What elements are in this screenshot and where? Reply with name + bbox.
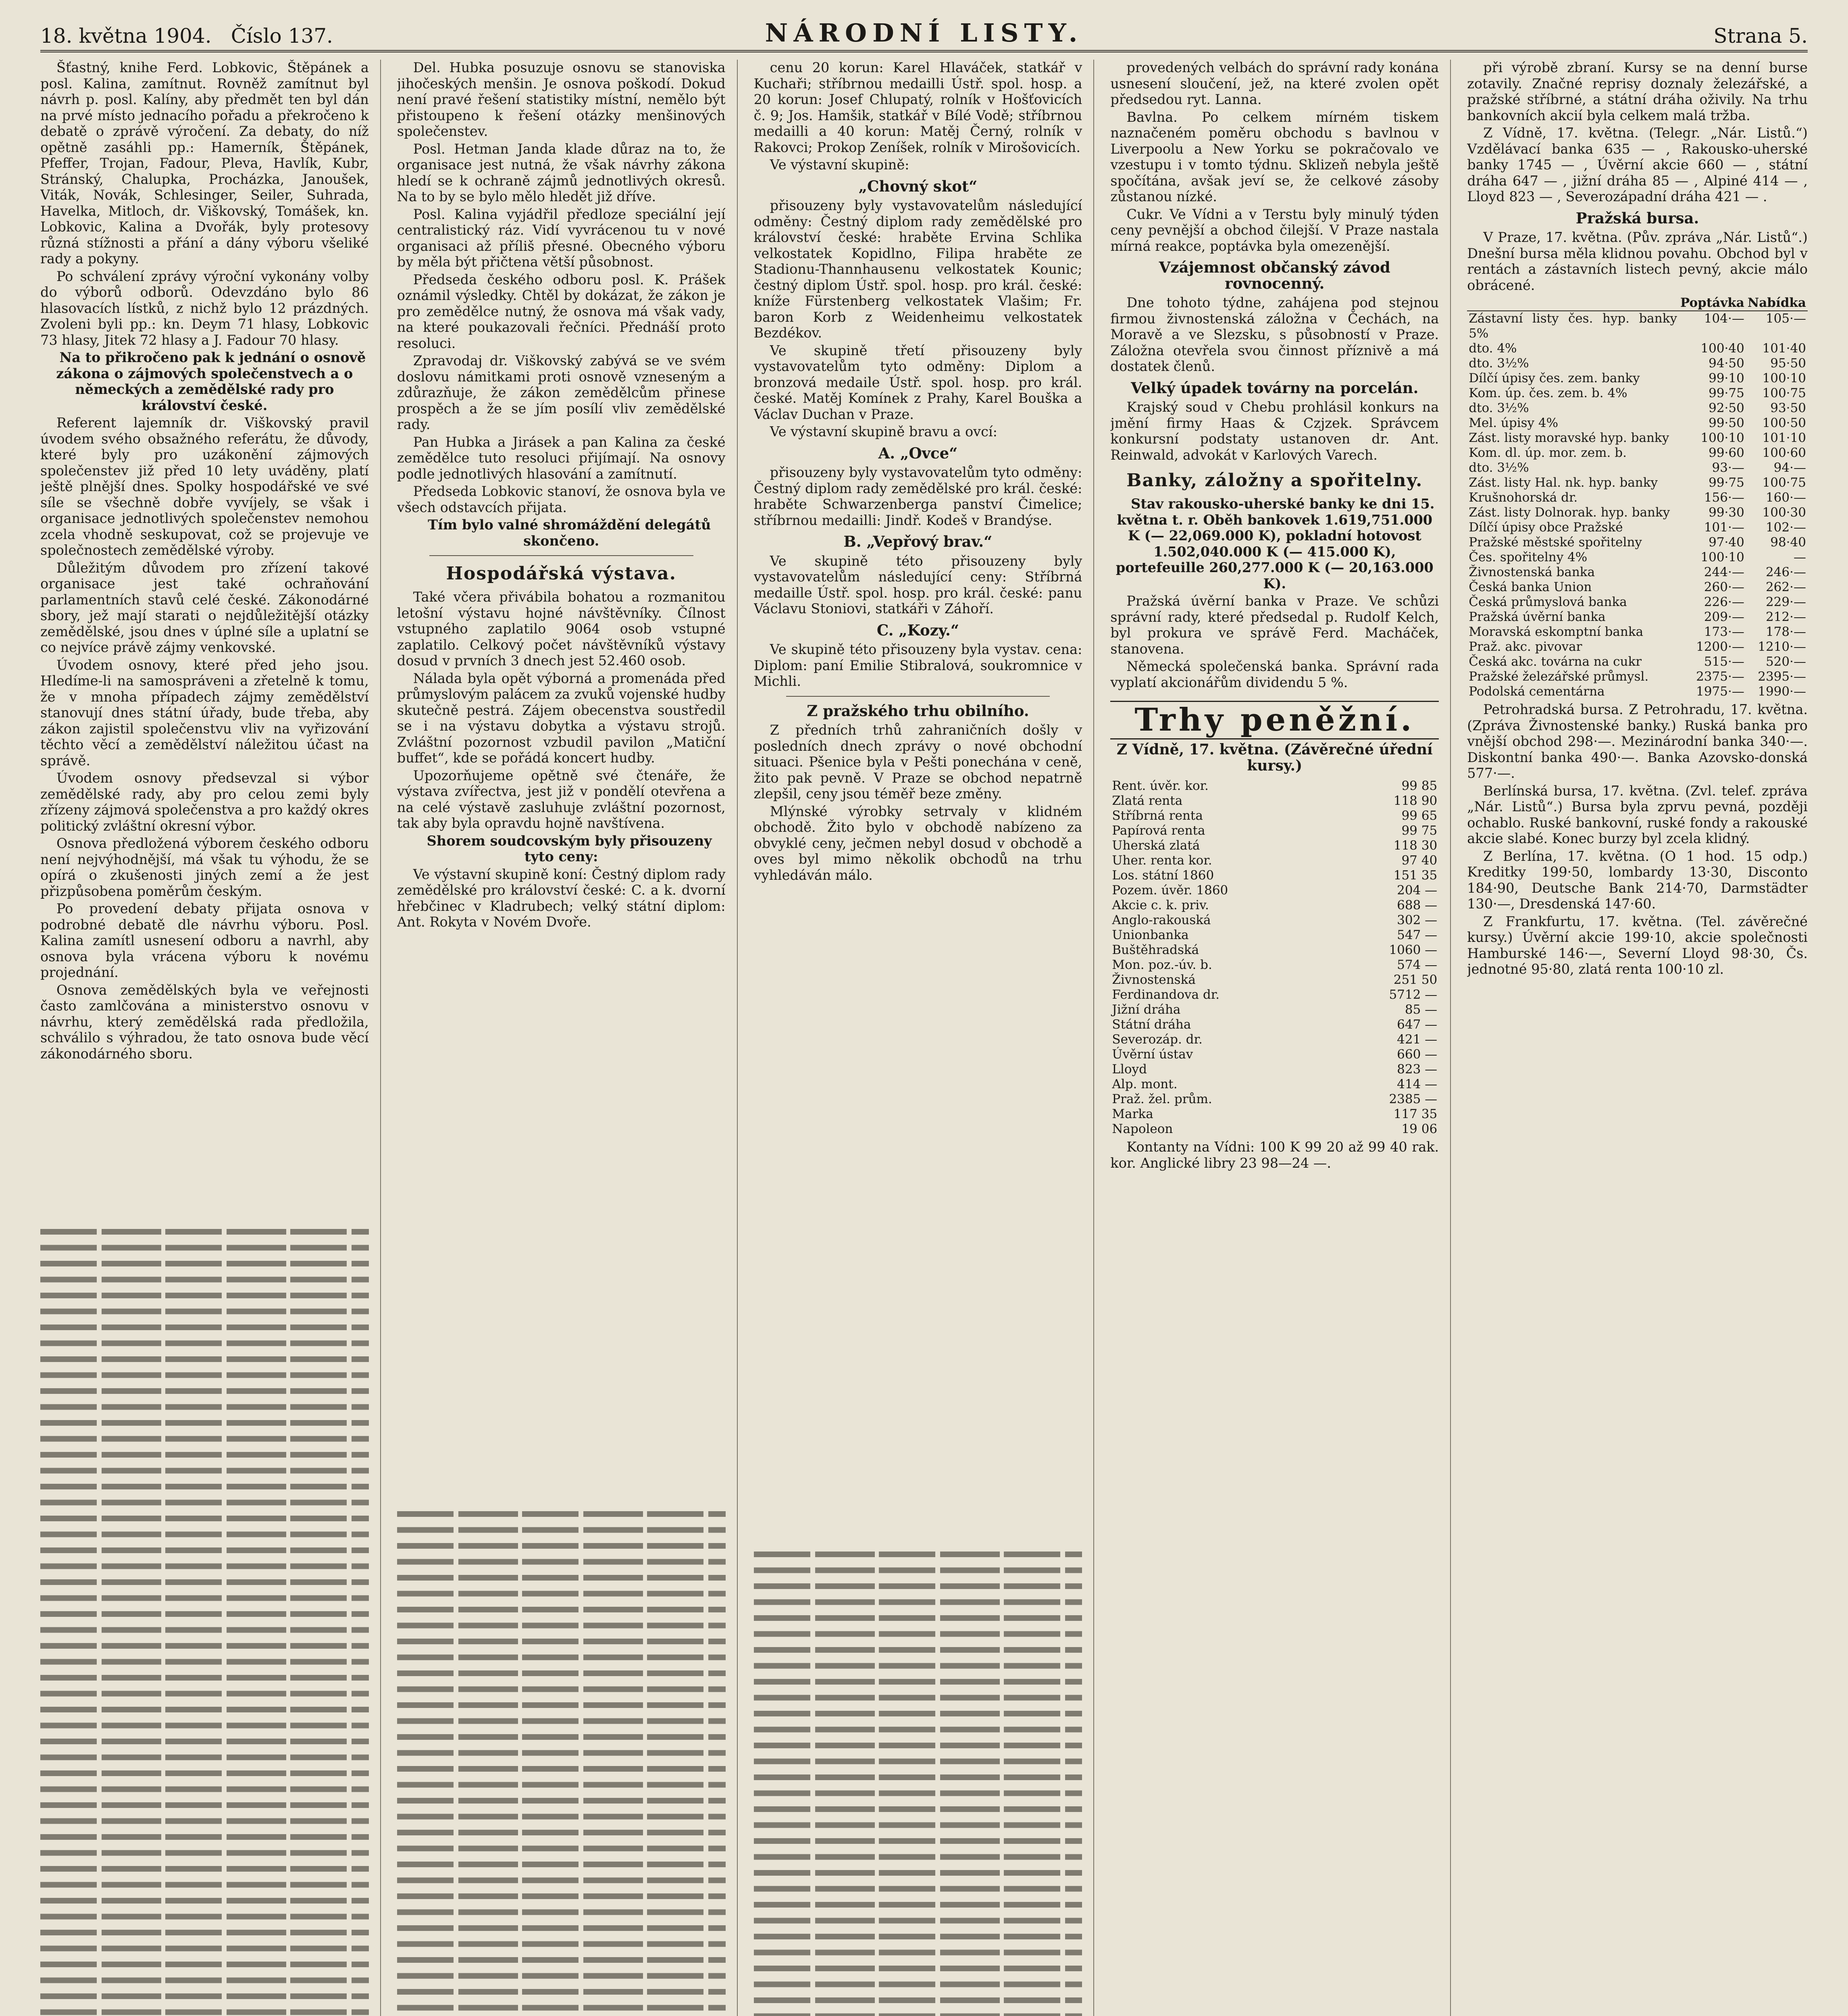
- paragraph: Osnova předložená výborem českého odboru není nejvýhodnější, má však tu výhodu, že se opírá o zkušenosti jiných zemí a že jest přizpůsobena poměrům českým.: [40, 835, 369, 899]
- table-row: [1110, 793, 1439, 808]
- column-1: [40, 60, 381, 2016]
- table-row: [1467, 550, 1808, 565]
- rate-value: 99 65: [1401, 808, 1438, 823]
- masthead: [40, 16, 1808, 52]
- security-name: Stříbrná renta: [1112, 808, 1203, 823]
- security-name: Moravská eskomptní banka: [1469, 625, 1644, 639]
- rate-value: 151 35: [1393, 868, 1438, 883]
- bid-value: 92·50: [1709, 401, 1744, 415]
- subsection-heading: Z pražského trhu obilního.: [807, 702, 1029, 720]
- paragraph: Předseda českého odboru posl. K. Prášek oznámil výsledky. Chtěl by dokázat, že zákon je pro zemědělce nutný, že osnova má však vady, na které poukazovali řečníci. Přednáší proto resoluci.: [397, 271, 726, 351]
- table-row: [1110, 1032, 1439, 1047]
- table-header: Poptávka: [1679, 296, 1746, 311]
- ask-value: 160·—: [1765, 490, 1806, 505]
- table-row: [1110, 1077, 1439, 1092]
- table-row: [1110, 1002, 1439, 1017]
- paragraph: Cukr. Ve Vídni a v Terstu byly minulý týden ceny pevnější a obchod čilejší. V Praze nastala mírná reakce, poptávka byla omezenější.: [1110, 206, 1439, 254]
- paragraph: Berlínská bursa, 17. května. (Zvl. telef. zpráva „Nár. Listů“.) Bursa byla zprvu pevná, později ochablo. Ruské bankovní, ruské fondy a rakouské akcie slabé. Konec burzy byl zcela klidný.: [1467, 783, 1808, 846]
- rate-value: 5712 —: [1389, 987, 1438, 1002]
- bid-value: 209·—: [1704, 610, 1744, 624]
- security-name: Zást. listy Dolnorak. hyp. banky: [1469, 505, 1670, 520]
- bid-value: 244·—: [1704, 565, 1744, 579]
- paragraph: Z Frankfurtu, 17. května. (Tel. závěrečné kursy.) Úvěrní akcie 199·10, akcie společnosti Hamburské 146·—, Severní Lloyd 98·30, Čs. jednotné 95·80, zlatá renta 100·10 zl.: [1467, 913, 1808, 977]
- paragraph: V Praze, 17. května. (Pův. zpráva „Nár. Listů“.) Dnešní bursa měla klidnou povahu. Obchod byl v rentách a zástavních listech pevný, akcie málo obrácené.: [1467, 229, 1808, 293]
- paragraph: Nálada byla opět výborná a promenáda před průmyslovým palácem za zvuků vojenské hudby skutečně pestrá. Zájem obecenstva soustředil se i na výstavu dobytka a výstavu strojů. Zvláštní pozornost vzbudil pavilon „Matiční buffet“, kde se pořádá koncert hudby.: [397, 670, 726, 766]
- security-name: Česká průmyslová banka: [1469, 595, 1627, 609]
- bid-value: 99·50: [1709, 416, 1744, 430]
- security-name: Dílčí úpisy čes. zem. banky: [1469, 371, 1640, 385]
- bid-value: 260·—: [1704, 580, 1744, 594]
- continued-text: [397, 1511, 726, 2016]
- continued-text: [754, 1552, 1082, 2016]
- security-name: Uherská zlatá: [1112, 838, 1200, 853]
- security-name: Zlatá renta: [1112, 793, 1183, 808]
- paragraph: Kontanty na Vídni: 100 K 99 20 až 99 40 rak. kor. Anglické libry 23 98—24 —.: [1110, 1139, 1439, 1171]
- paragraph: Petrohradská bursa. Z Petrohradu, 17. května. (Zpráva Živnostenské banky.) Ruská banka pro vnější obchod 298·—. Mezinárodní banka 340·—. Diskontní banka 490·—. Banka Azovsko-donská 577·—.: [1467, 702, 1808, 781]
- rate-value: 99 75: [1401, 823, 1438, 838]
- table-row: [1467, 595, 1808, 610]
- table-row: [1467, 341, 1808, 356]
- rate-value: 574 —: [1397, 958, 1438, 972]
- security-name: Státní dráha: [1112, 1017, 1191, 1032]
- issue-date: 18. května 1904.: [40, 24, 212, 48]
- prague-bourse-table: [1467, 296, 1808, 699]
- security-name: Pozem. úvěr. 1860: [1112, 883, 1228, 898]
- bid-value: 2375·—: [1696, 669, 1744, 684]
- table-row: [1467, 610, 1808, 625]
- security-name: Papírová renta: [1112, 823, 1205, 838]
- paragraph: Del. Hubka posuzuje osnovu se stanoviska jihočeských menšin. Je osnova poškodí. Dokud není pravé řešení statistiky místní, nemělo být přistoupeno k řešení otázky menšinových společenstev.: [397, 60, 726, 139]
- ask-value: 229·—: [1765, 595, 1806, 609]
- paragraph: Upozorňujeme opětně své čtenáře, že výstava zvířectva, jest již v pondělí otevřena a na celé výstavě zasluhuje zvláštní pozornost, tak aby byla opravdu hojně navštívena.: [397, 767, 726, 831]
- security-name: dto. 4%: [1469, 341, 1517, 356]
- paragraph: přisouzeny byly vystavovatelům tyto odměny: Čestný diplom rady zemědělské pro král. české: hraběte Schwarzenberga panství Čimelice; stříbrnou medailli: Jindř. Kodeš v Brandýse.: [753, 464, 1082, 528]
- bid-value: 1975·—: [1696, 684, 1744, 699]
- paragraph: provedených velbách do správní rady konána usnesení sloučení, jež, na které zvolen opět předsedou ryt. Lanna.: [1110, 60, 1439, 107]
- security-name: Česká banka Union: [1469, 580, 1592, 594]
- security-name: Podolská cementárna: [1469, 684, 1605, 699]
- table-row: [1467, 535, 1808, 550]
- bid-value: 97·40: [1709, 535, 1744, 550]
- table-row: [1467, 580, 1808, 595]
- table-row: [1467, 431, 1808, 446]
- bid-value: 93·—: [1712, 460, 1744, 475]
- security-name: Akcie c. k. priv.: [1112, 898, 1209, 912]
- ask-value: 262·—: [1765, 580, 1806, 594]
- table-row: [1110, 1047, 1439, 1062]
- table-row: [1467, 625, 1808, 639]
- rate-value: 85 —: [1405, 1002, 1438, 1017]
- ask-value: 2395·—: [1758, 669, 1806, 684]
- paragraph: Šťastný, knihe Ferd. Lobkovic, Štěpánek a posl. Kalina, zamítnut. Rovněž zamítnut byl návrh p. posl. Kalíny, aby předmět ten byl dán na prvé místo jednacího pořadu a překročeno k debatě o zprávě výročení. Za debaty, do níž opětně zasáhli pp.: Hamerník, Štěpánek, Pfeffer, Trojan, Fadour, Pleva, Havlík, Kubr, Stránský, Chalupka, Procházka, Janoušek, Viták, Novák, Schlesinger, Seiler, Suhrada, Havelka, Mitloch, dr. Viškovský, Tomášek, kn. Lobkovic, Kalina a Dvořák, byly protesovy různá stížnosti a přání a dány výboru všeliké rady a pokyny.: [40, 60, 369, 267]
- security-name: Česká akc. továrna na cukr: [1469, 654, 1642, 669]
- ask-value: 100·75: [1762, 475, 1806, 490]
- table-row: [1467, 311, 1808, 341]
- table-row: [1110, 943, 1439, 958]
- table-row: [1110, 823, 1439, 838]
- security-name: Rent. úvěr. kor.: [1112, 779, 1209, 793]
- security-name: Anglo-rakouská: [1112, 913, 1211, 927]
- issue-number: Číslo 137.: [231, 24, 333, 48]
- subsection-heading: „Chovný skot“: [858, 177, 978, 195]
- paragraph: Pan Hubka a Jirásek a pan Kalina za české zemědělce tuto resoluci přijímají. Na osnovy podle jednotlivých hlasování a zamítnutí.: [397, 434, 726, 482]
- paragraph: Úvodem osnovy předsevzal si výbor zemědělské rady, aby pro celou zemi byly zřízeny zájmová společenstva a pro každý okres politický zvláštní okresní výbor.: [40, 770, 369, 834]
- page-number: Strana 5.: [1713, 24, 1808, 48]
- table-row: [1110, 928, 1439, 943]
- divider: [429, 555, 693, 556]
- subsection-heading: B. „Vepřový brav.“: [843, 533, 993, 550]
- table-row: [1110, 1122, 1439, 1137]
- security-name: Pražská úvěrní banka: [1469, 610, 1606, 624]
- table-row: [1467, 639, 1808, 654]
- security-name: Zást. listy moravské hyp. banky: [1469, 431, 1669, 445]
- ask-value: 100·10: [1762, 371, 1806, 385]
- security-name: Čes. spořitelny 4%: [1469, 550, 1588, 564]
- table-row: [1467, 520, 1808, 535]
- subsection-heading: C. „Kozy.“: [876, 621, 959, 639]
- column-2: [397, 60, 738, 2016]
- security-name: Mon. poz.-úv. b.: [1112, 958, 1212, 972]
- bid-value: 99·75: [1709, 475, 1744, 490]
- rate-value: 2385 —: [1389, 1092, 1438, 1106]
- paragraph: Osnova zemědělských byla ve veřejnosti často zamlčována a ministerstvo osnovu v návrhu, který zemědělská rada předložila, schválilo s výhradou, že tato osnova bude věcí zákonodárného sboru.: [40, 982, 369, 1062]
- security-name: Úvěrní ústav: [1112, 1047, 1193, 1062]
- ask-value: 95·50: [1770, 356, 1806, 371]
- paragraph: Úvodem osnovy, které před jeho jsou. Hledíme-li na samospráveni a zřetelně k tomu, že v mnoha případech zájmy zemědělství stanovují dnes státní úřady, bude třeba, aby zákon zajistil společenstvu vliv na vyřizování těchto věcí a zemědělství náležitou účast na správě.: [40, 657, 369, 768]
- security-name: Napoleon: [1112, 1122, 1173, 1136]
- column-5: [1467, 60, 1808, 2016]
- paragraph: Stav rakousko-uherské banky ke dni 15. května t. r. Oběh bankovek 1.619,751.000 K (— 22,069.000 K), pokladní hotovost 1.502,040.000 K (— 415.000 K), portefeuille 260,277.000 K (— 20,163.000 K).: [1115, 496, 1435, 591]
- table-row: [1467, 446, 1808, 460]
- table-row: [1467, 460, 1808, 475]
- table-header: Nabídka: [1746, 296, 1808, 311]
- ask-value: 520·—: [1765, 654, 1806, 669]
- table-row: [1110, 883, 1439, 898]
- security-name: Unionbanka: [1112, 928, 1189, 942]
- rate-value: 99 85: [1401, 779, 1438, 793]
- ask-value: 1210·—: [1758, 639, 1806, 654]
- security-name: Alp. mont.: [1112, 1077, 1178, 1091]
- table-row: [1467, 386, 1808, 401]
- rate-value: 117 35: [1393, 1107, 1438, 1121]
- security-name: Uher. renta kor.: [1112, 853, 1212, 868]
- paragraph: Na to přikročeno pak k jednání o osnově zákona o zájmových společenstvech a o německých a zemědělské rady pro království české.: [56, 350, 366, 413]
- ask-value: 100·75: [1762, 386, 1806, 400]
- table-row: [1110, 1062, 1439, 1077]
- paragraph: Posl. Kalina vyjádřil předloze speciální její centralistický ráz. Vidí vyvrácenou tu v nové organisaci až příliš přesné. Obecného výboru by měla být přičtena větší působnost.: [397, 206, 726, 270]
- table-header-blank: [1467, 296, 1679, 311]
- rate-value: 118 90: [1393, 793, 1438, 808]
- ask-value: 101·10: [1762, 431, 1806, 445]
- security-name: Los. státní 1860: [1112, 868, 1214, 883]
- table-row: [1110, 868, 1439, 883]
- column-3: [754, 60, 1095, 2016]
- security-name: Marka: [1112, 1107, 1153, 1121]
- table-row: [1467, 505, 1808, 520]
- security-name: Zástavní listy čes. hyp. banky 5%: [1469, 311, 1677, 341]
- paragraph: Z Berlína, 17. května. (O 1 hod. 15 odp.) Kreditky 199·50, lombardy 13·30, Disconto 184·90, Deutsche Bank 214·70, Darmstädter 130·—, Dresdenská 147·60.: [1467, 848, 1808, 912]
- ask-value: 105·—: [1765, 311, 1806, 326]
- masthead-left: [40, 24, 576, 48]
- bid-value: 100·10: [1700, 550, 1744, 564]
- bid-value: 173·—: [1704, 625, 1744, 639]
- ask-value: 100·60: [1762, 446, 1806, 460]
- rate-value: 251 50: [1393, 973, 1438, 987]
- security-name: dto. 3½%: [1469, 401, 1529, 415]
- table-row: [1110, 853, 1439, 868]
- security-name: Pražské městské spořitelny: [1469, 535, 1642, 550]
- security-name: Dílčí úpisy obce Pražské: [1469, 520, 1623, 535]
- security-name: Severozáp. dr.: [1112, 1032, 1203, 1047]
- bid-value: 94·50: [1709, 356, 1744, 371]
- paragraph: Krajský soud v Chebu prohlásil konkurs na jmění firmy Haas & Czjzek. Správcem konkursní podstaty ustanoven dr. Ant. Reinwald, advokát v Karlových Varech.: [1110, 399, 1439, 463]
- bid-value: 99·60: [1709, 446, 1744, 460]
- newspaper-title: NÁRODNÍ LISTY.: [765, 18, 1083, 48]
- security-name: Krušnohorská dr.: [1469, 490, 1578, 505]
- table-row: [1467, 401, 1808, 416]
- paragraph: Po provedení debaty přijata osnova v podrobné debatě dle návrhu výboru. Posl. Kalina zamítl usnesení odboru a navrhl, aby osnova byla vrácena výboru k novému projednání.: [40, 901, 369, 980]
- bid-value: 99·10: [1709, 371, 1744, 385]
- article-columns: [40, 60, 1808, 2016]
- rate-value: 1060 —: [1389, 943, 1438, 957]
- rate-value: 97 40: [1401, 853, 1438, 868]
- ask-value: 178·—: [1765, 625, 1806, 639]
- paragraph: Ve skupině této přisouzeny byla vystav. cena: Diplom: paní Emilie Stibralová, soukromnice v Michli.: [753, 641, 1082, 689]
- rate-value: 414 —: [1397, 1077, 1438, 1091]
- ask-value: 98·40: [1770, 535, 1806, 550]
- subsection-heading: Pražská bursa.: [1575, 209, 1699, 227]
- paragraph: Ve skupině třetí přisouzeny byly vystavovatelům tyto odměny: Diplom a bronzová medaile Ústř. spol. hosp. pro král. české. Matěj Komínek z Prahy, Karel Bouška a Václav Duchan v Praze.: [753, 342, 1082, 422]
- ask-value: 94·—: [1773, 460, 1806, 475]
- money-markets-dateline: Z Vídně, 17. května. (Závěrečné úřední kursy.): [1116, 741, 1433, 774]
- paragraph: Předseda Lobkovic stanoví, že osnova byla ve všech odstavcích přijata.: [397, 483, 726, 515]
- security-name: Mel. úpisy 4%: [1469, 416, 1559, 430]
- table-row: [1467, 371, 1808, 386]
- subsection-heading: Velký úpadek továrny na porcelán.: [1131, 379, 1419, 397]
- bid-value: 515·—: [1704, 654, 1744, 669]
- security-name: Živnostenská: [1112, 973, 1196, 987]
- security-name: Zást. listy Hal. nk. hyp. banky: [1469, 475, 1658, 490]
- paragraph: Také včera přivábila bohatou a rozmanitou letošní výstavu hojné návštěvníky. Čílnost vstupného zaplatilo 9064 osob vstupné zaplatilo. Celkový počet návštěvníků výstavy dosud v prvních 3 dnech jest 52.460 osob.: [397, 589, 726, 669]
- rate-value: 547 —: [1397, 928, 1438, 942]
- table-row: [1467, 684, 1808, 699]
- rate-value: 204 —: [1397, 883, 1438, 898]
- column-4: [1110, 60, 1451, 2016]
- table-row: [1110, 1107, 1439, 1122]
- table-row: [1467, 669, 1808, 684]
- table-row: [1110, 779, 1439, 793]
- subsection-heading: Vzájemnost občanský závod rovnocenný.: [1159, 258, 1390, 292]
- rate-value: 118 30: [1393, 838, 1438, 853]
- paragraph: Dne tohoto týdne, zahájena pod stejnou firmou živnostenská záložna v Čechách, na Moravě a ve Slezsku, s působností v Praze. Záložna otevřela svou činnost příznivě a má dostatek členů.: [1110, 295, 1439, 374]
- continued-text: [40, 1229, 369, 2016]
- table-row: [1467, 490, 1808, 505]
- bid-value: 100·40: [1700, 341, 1744, 356]
- bid-value: 226·—: [1704, 595, 1744, 609]
- bid-value: 101·—: [1704, 520, 1744, 535]
- ask-value: 100·30: [1762, 505, 1806, 520]
- table-row: [1467, 356, 1808, 371]
- ask-value: 102·—: [1765, 520, 1806, 535]
- rate-value: 647 —: [1397, 1017, 1438, 1032]
- security-name: dto. 3½%: [1469, 356, 1529, 371]
- paragraph: přisouzeny byly vystavovatelům následující odměny: Čestný diplom rady zemědělské pro království české: hraběte Ervina Schlika velkostatek Kopidlno, Filipa hraběte ze Stadionu-Thannhausenu velkostatek Kounic; čestný diplom Ústř. spol. hosp. pro král. české: kníže Fürstenberg velkostatek Vlašim; Fr. baron Korb z Weidenheimu velkostatek Bezdékov.: [753, 198, 1082, 341]
- paragraph: Pražská úvěrní banka v Praze. Ve schůzi správní rady, které předsedal p. Rudolf Kelch, byl prokura ve správě Ferd. Macháček, stanovena.: [1110, 593, 1439, 657]
- section-heading: Hospodářská výstava.: [446, 563, 676, 584]
- rate-value: 823 —: [1397, 1062, 1438, 1077]
- table-row: [1110, 1092, 1439, 1107]
- table-row: [1110, 1017, 1439, 1032]
- paragraph: Tím bylo valné shromáždění delegátů skončeno.: [428, 517, 711, 549]
- ask-value: 100·50: [1762, 416, 1806, 430]
- paragraph: Po schválení zprávy výroční vykonány volby do výborů odborů. Odevzdáno bylo 86 hlasovacích lístků, z nichž bylo 12 prázdných. Zvoleni byli pp.: kn. Deym 71 hlasy, Lobkovic 73 hlasy, Jitek 72 hlasy a J. Fadour 70 hlasy.: [40, 268, 369, 348]
- paragraph: Posl. Hetman Janda klade důraz na to, že organisace jest nutná, že však návrhy zákona hledí se k ochraně zájmů jednotlivých okresů. Na to by se bylo mělo hledět již dříve.: [397, 141, 726, 204]
- table-row: [1110, 958, 1439, 973]
- bid-value: 99·75: [1709, 386, 1744, 400]
- vienna-rates-table: [1110, 779, 1439, 1137]
- rate-value: 19 06: [1401, 1122, 1438, 1136]
- ask-value: —: [1793, 550, 1806, 564]
- security-name: Kom. úp. čes. zem. b. 4%: [1469, 386, 1627, 400]
- money-markets-title: Trhy peněžní.: [1110, 701, 1439, 739]
- paragraph: při výrobě zbraní. Kursy se na denní burse zotavily. Značné reprisy doznaly železářské, a pražské stříbrné, a státní dráha oživily. Na trhu bankovních akcií byla celkem malá tržba.: [1467, 60, 1808, 123]
- bid-value: 100·10: [1700, 431, 1744, 445]
- paragraph: Ve skupině této přisouzeny byly vystavovatelům následující ceny: Stříbrná medaille Ústř. spol. hosp. pro král. české: panu Václavu Stoniovi, statkáři v Záhoří.: [753, 553, 1082, 616]
- security-name: dto. 3½%: [1469, 460, 1529, 475]
- ask-value: 212·—: [1765, 610, 1806, 624]
- paragraph: Shorem soudcovským byly přisouzeny tyto ceny:: [427, 833, 712, 864]
- subsection-heading: A. „Ovce“: [878, 444, 958, 462]
- table-row: [1467, 565, 1808, 580]
- security-name: Pražské železářské průmysl.: [1469, 669, 1649, 684]
- ask-value: 101·40: [1762, 341, 1806, 356]
- table-row: [1110, 808, 1439, 823]
- security-name: Jižní dráha: [1112, 1002, 1181, 1017]
- table-row: [1110, 913, 1439, 928]
- table-row: [1110, 973, 1439, 987]
- rate-value: 302 —: [1397, 913, 1438, 927]
- paragraph: Ve výstavní skupině:: [770, 157, 909, 173]
- paragraph: Bavlna. Po celkem mírném tiskem naznačeném poměru obchodu s bavlnou v Liverpoolu a New Yorku se pokračovalo ve vzestupu i v tomto týdnu. Sklizeň nebyla ještě spočítána, avšak jeví se, že celkové zásoby zůstanou nízké.: [1110, 109, 1439, 204]
- rate-value: 660 —: [1397, 1047, 1438, 1062]
- paragraph: Z Vídně, 17. května. (Telegr. „Nár. Listů.“) Vzdělávací banka 635 — , Rakousko-uherské banky 1745 — , Úvěrní akcie 660 — , státní dráha 647 — , jižní dráha 85 — , Alpiné 414 — , Lloyd 823 — , Severozápadní dráha 421 — .: [1467, 125, 1808, 204]
- paragraph: Mlýnské výrobky setrvaly v klidném obchodě. Žito bylo v obchodě nabízeno za obvyklé ceny, ječmen nebyl dosud v obchodě a oves byl mimo několik obchodů na trhu vyhledáván málo.: [753, 803, 1082, 883]
- divider: [786, 696, 1050, 697]
- security-name: Kom. dl. úp. mor. zem. b.: [1469, 446, 1627, 460]
- bid-value: 1200·—: [1696, 639, 1744, 654]
- security-name: Ferdinandova dr.: [1112, 987, 1220, 1002]
- ask-value: 93·50: [1770, 401, 1806, 415]
- table-row: [1467, 654, 1808, 669]
- table-row: [1467, 475, 1808, 490]
- bid-value: 104·—: [1704, 311, 1744, 326]
- rate-value: 421 —: [1397, 1032, 1438, 1047]
- bid-value: 156·—: [1704, 490, 1744, 505]
- paragraph: Důležitým důvodem pro zřízení takové organisace jest také ochraňování parlamentních stavů celé české. Zákonodárné sbory, jež mají starati o nejdůležitější otázky zemědělské, jsou dnes v úplné síle a uplatní se co nejvíce právě zájmy venkovské.: [40, 560, 369, 655]
- paragraph: Německá společenská banka. Správní rada vyplatí akcionářům dividendu 5 %.: [1110, 658, 1439, 690]
- table-row: [1110, 987, 1439, 1002]
- rate-value: 688 —: [1397, 898, 1438, 912]
- bid-value: 99·30: [1709, 505, 1744, 520]
- paragraph: Zpravodaj dr. Viškovský zabývá se ve svém doslovu námitkami proti osnově vzneseným a zdůrazňuje, že zákon zemědělcům přinese prospěch a že se jím posílí vliv zemědělské rady.: [397, 353, 726, 432]
- section-heading: Banky, záložny a spořitelny.: [1126, 470, 1423, 491]
- paragraph: Ve výstavní skupině bravu a ovcí:: [770, 424, 997, 439]
- paragraph: Ve výstavní skupině koní: Čestný diplom rady zemědělské pro království české: C. a k. dvorní hřebčinec v Kladrubech; velký státní diplom: Ant. Rokyta v Novém Dvoře.: [397, 866, 726, 930]
- ask-value: 246·—: [1765, 565, 1806, 579]
- paragraph: cenu 20 korun: Karel Hlaváček, statkář v Kuchaři; stříbrnou medailli Ústř. spol. hosp. a 20 korun: Josef Chlupatý, rolník v Hošťovicích č. 9; Jos. Hamšik, statkář v Bílé Vodě; stříbrnou medailli a 40 korun: Matěj Černý, rolník v Rakovci; Prokop Zeníšek, rolník v Mirošovicích.: [753, 60, 1082, 155]
- table-row: [1110, 838, 1439, 853]
- paragraph: Referent lajemník dr. Viškovský pravil úvodem svého obsažného referátu, že důvody, které byly pro uzákonění zájmových společenstev již před 10 lety uváděny, platí ještě plnější dnes. Spolky hospodářské ve své síle se všechně dobře vyvíjely, se však i organisace jednotlivých společenstev nemohou zcela vhodně seskupovat, což se projevuje ve společnostech zemědělské výroby.: [40, 415, 369, 558]
- security-name: Praž. akc. pivovar: [1469, 639, 1582, 654]
- security-name: Živnostenská banka: [1469, 565, 1595, 579]
- security-name: Lloyd: [1112, 1062, 1147, 1077]
- security-name: Praž. žel. prům.: [1112, 1092, 1212, 1106]
- paragraph: Z předních trhů zahraničních došly v posledních dnech zprávy o nové obchodní situaci. Pšenice byla v Pešti ponechána v ceně, žito pak pevně. V Praze se obchod nepatrně zlepšil, ceny jsou téměř beze změny.: [753, 722, 1082, 802]
- security-name: Buštěhradská: [1112, 943, 1199, 957]
- ask-value: 1990·—: [1758, 684, 1806, 699]
- table-row: [1110, 898, 1439, 913]
- table-row: [1467, 416, 1808, 431]
